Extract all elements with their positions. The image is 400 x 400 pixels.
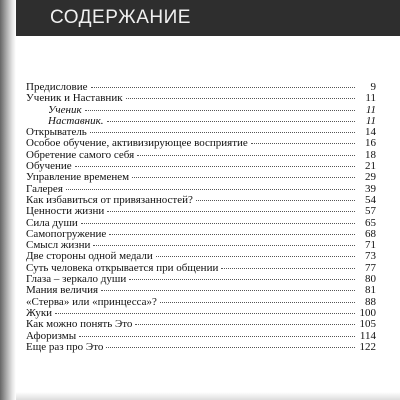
toc-entry-page-number: 88 bbox=[365, 295, 376, 308]
toc-entry bbox=[26, 319, 376, 330]
toc-entry-title: Жуки bbox=[26, 306, 53, 319]
page-bottom-edge bbox=[16, 392, 400, 400]
toc-leader-dots bbox=[91, 87, 356, 88]
toc-leader-dots bbox=[137, 155, 355, 156]
toc-entry-page-number: 81 bbox=[365, 284, 376, 297]
toc-leader-dots bbox=[156, 256, 355, 257]
toc-entry-page-number: 16 bbox=[365, 137, 376, 150]
toc-entry-title: Наставник. bbox=[48, 114, 104, 127]
toc-entry-title: Обучение bbox=[26, 160, 72, 173]
toc-entry bbox=[26, 206, 376, 217]
toc-leader-dots bbox=[93, 245, 355, 246]
toc-entry-page-number: 21 bbox=[365, 160, 376, 173]
toc-entry bbox=[26, 285, 376, 296]
toc-entry-page-number: 114 bbox=[359, 329, 376, 342]
toc-entry-page-number: 65 bbox=[365, 216, 376, 229]
toc-entry-title: Мания величия bbox=[26, 284, 99, 297]
toc-entry-title: Самопогружение bbox=[26, 227, 107, 240]
toc-entry-title: Предисловие bbox=[26, 81, 88, 93]
toc-entry-title: Обретение самого себя bbox=[26, 148, 135, 161]
toc-leader-dots bbox=[85, 110, 355, 111]
toc-entry-page-number: 100 bbox=[359, 306, 376, 319]
toc-entry-page-number: 71 bbox=[365, 239, 376, 252]
toc-entry-page-number: 11 bbox=[365, 114, 376, 127]
header-bar bbox=[16, 0, 400, 36]
toc-leader-dots bbox=[75, 166, 355, 167]
table-of-contents bbox=[26, 82, 376, 353]
toc-entry-title: Две стороны одной медали bbox=[26, 250, 153, 263]
toc-entry-title: Афоризмы bbox=[26, 329, 77, 342]
toc-entry-page-number: 80 bbox=[365, 273, 376, 286]
toc-entry-title: Еще раз про Это bbox=[26, 340, 104, 353]
toc-leader-dots bbox=[107, 211, 355, 212]
toc-entry-title: Глаза – зеркало души bbox=[26, 273, 127, 286]
toc-leader-dots bbox=[66, 189, 355, 190]
toc-entry-page-number: 68 bbox=[365, 227, 376, 240]
toc-entry-page-number: 11 bbox=[365, 103, 376, 116]
toc-entry-page-number: 105 bbox=[359, 318, 376, 331]
toc-leader-dots bbox=[101, 290, 355, 291]
toc-entry-title: Как можно понять Это bbox=[26, 318, 133, 331]
toc-leader-dots bbox=[55, 313, 355, 314]
toc-entry-title: Ученик и Наставник bbox=[26, 92, 123, 105]
toc-entry bbox=[26, 150, 376, 161]
toc-leader-dots bbox=[109, 234, 355, 235]
page-title: СОДЕРЖАНИЕ bbox=[50, 7, 191, 28]
toc-entry-page-number: 11 bbox=[365, 92, 376, 105]
toc-leader-dots bbox=[81, 223, 355, 224]
toc-entry-title: Ученик bbox=[48, 103, 82, 116]
toc-entry-page-number: 73 bbox=[365, 250, 376, 263]
toc-leader-dots bbox=[106, 347, 355, 348]
toc-leader-dots bbox=[132, 177, 355, 178]
toc-entry-page-number: 54 bbox=[365, 193, 376, 206]
toc-leader-dots bbox=[251, 143, 355, 144]
toc-leader-dots bbox=[79, 336, 355, 337]
toc-entry-page-number: 18 bbox=[365, 148, 376, 161]
toc-entry-title: Ценности жизни bbox=[26, 205, 105, 218]
toc-entry-page-number: 57 bbox=[365, 205, 376, 218]
toc-entry bbox=[26, 297, 376, 308]
toc-entry bbox=[26, 172, 376, 183]
toc-leader-dots bbox=[160, 302, 355, 303]
toc-entry-title: Смысл жизни bbox=[26, 239, 91, 252]
toc-leader-dots bbox=[90, 132, 355, 133]
toc-entry-page-number: 29 bbox=[365, 171, 376, 184]
toc-leader-dots bbox=[221, 268, 355, 269]
toc-entry-page-number: 14 bbox=[365, 126, 376, 139]
toc-entry-title: Галерея bbox=[26, 182, 63, 195]
toc-leader-dots bbox=[129, 279, 355, 280]
toc-entry-page-number: 39 bbox=[365, 182, 376, 195]
toc-entry-title: Как избавиться от привязанностей? bbox=[26, 193, 193, 206]
page-gutter-shadow bbox=[0, 0, 16, 400]
toc-entry-title: «Стерва» или «принцесса»? bbox=[26, 295, 157, 308]
toc-entry bbox=[26, 93, 376, 104]
toc-entry-title: Суть человека открывается при общении bbox=[26, 261, 219, 274]
toc-entry-page-number: 77 bbox=[365, 261, 376, 274]
toc-leader-dots bbox=[107, 121, 355, 122]
toc-entry-page-number: 9 bbox=[370, 81, 376, 93]
toc-leader-dots bbox=[135, 324, 355, 325]
toc-leader-dots bbox=[196, 200, 355, 201]
toc-entry-title: Сила души bbox=[26, 216, 78, 229]
toc-entry bbox=[26, 342, 376, 353]
toc-entry-title: Управление временем bbox=[26, 171, 130, 184]
toc-leader-dots bbox=[126, 98, 355, 99]
toc-entry-page-number: 122 bbox=[359, 340, 376, 353]
toc-entry-title: Открыватель bbox=[26, 126, 87, 139]
toc-entry-title: Особое обучение, активизирующее восприятие bbox=[26, 137, 248, 150]
